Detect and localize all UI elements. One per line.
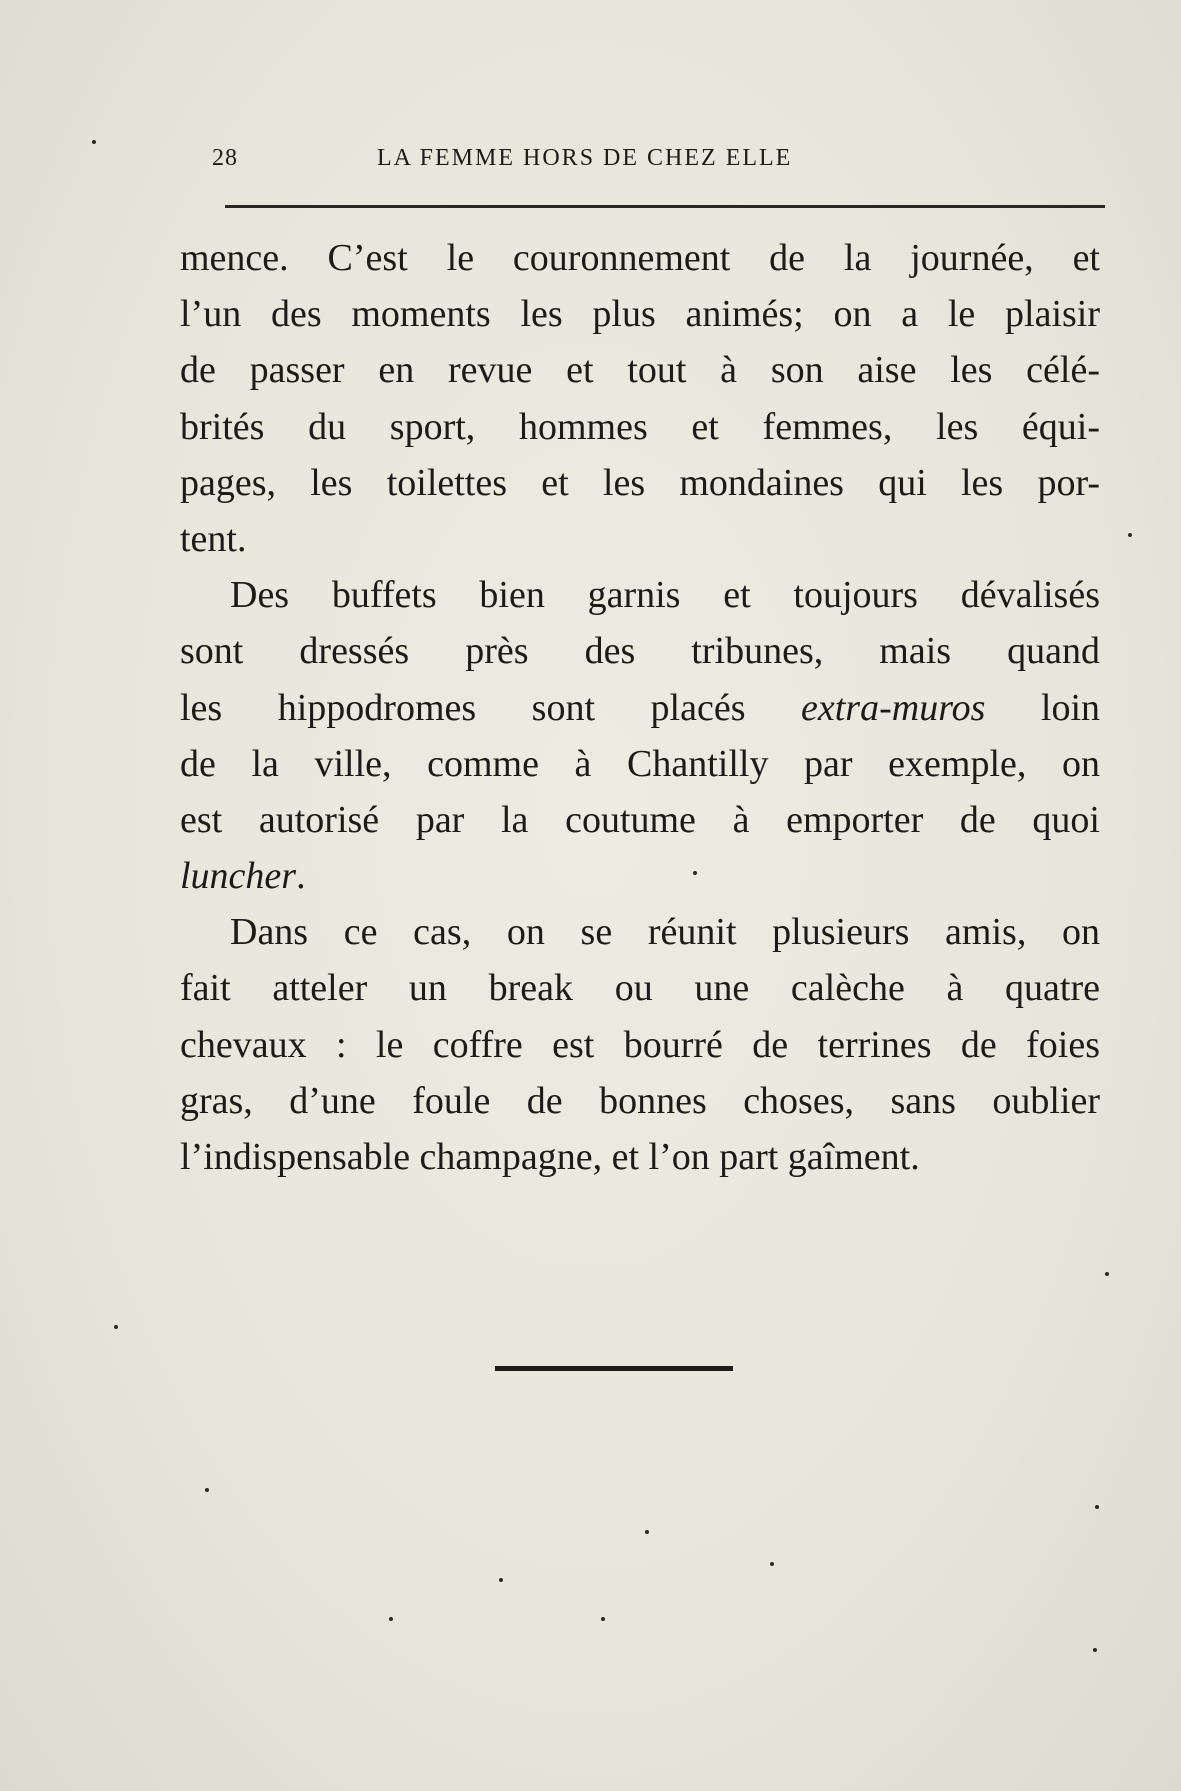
text-line: de passer en revue et tout à son aise les célé-: [180, 349, 1100, 392]
text-line: Dans ce cas, on se réunit plusieurs amis, on: [230, 911, 1100, 954]
text-line: fait atteler un break ou une calèche à quatre: [180, 967, 1100, 1010]
text-line: chevaux : le coffre est bourré de terrines de foies: [180, 1023, 1100, 1066]
page-header: [212, 145, 932, 185]
text-line: gras, d’une foule de bonnes choses, sans oublier: [180, 1079, 1100, 1122]
paper-speck: [499, 1578, 503, 1582]
text-line: brités du sport, hommes et femmes, les équi-: [180, 405, 1100, 448]
text-line: de la ville, comme à Chantilly par exemple, on: [180, 742, 1100, 785]
text-line: mence. C’est le couronnement de la journée, et: [180, 237, 1100, 279]
italic-term: extra-muros: [801, 686, 986, 729]
text-line: pages, les toilettes et les mondaines qui les por-: [180, 461, 1100, 504]
text-line: l’indispensable champagne, et l’on part gaîment.: [180, 1136, 920, 1178]
text-segment: loin: [1040, 686, 1101, 729]
running-title: LA FEMME HORS DE CHEZ ELLE: [377, 145, 793, 171]
text-line: Des buffets bien garnis et toujours dévalisés: [230, 574, 1100, 617]
paper-speck: [389, 1617, 393, 1621]
body-text: [180, 230, 1100, 1185]
text-line-mixed: [180, 848, 1100, 904]
text-line: est autorisé par la coutume à emporter de quoi: [180, 798, 1100, 841]
paper-speck: [770, 1562, 774, 1566]
paper-speck: [114, 1325, 118, 1329]
text-segment: .: [296, 855, 306, 898]
end-rule: [495, 1366, 733, 1371]
paper-speck: [92, 140, 96, 144]
text-line: sont dressés près des tribunes, mais quand: [180, 630, 1100, 673]
page-number: 28: [212, 145, 238, 171]
text-segment: les hippodromes sont placés: [180, 686, 746, 729]
paper-speck: [1105, 1272, 1109, 1276]
paper-speck: [601, 1617, 605, 1621]
paper-speck: [645, 1530, 649, 1534]
paper-speck: [1095, 1505, 1099, 1509]
paper-speck: [1128, 533, 1132, 537]
paper-speck: [693, 871, 697, 875]
italic-term: luncher: [180, 855, 297, 898]
paper-speck: [1093, 1648, 1097, 1652]
paper-speck: [205, 1488, 209, 1492]
text-line-mixed: [180, 680, 1100, 736]
text-line: tent.: [180, 517, 247, 560]
header-rule: [225, 205, 1105, 208]
text-line: l’un des moments les plus animés; on a le plaisir: [180, 293, 1100, 336]
